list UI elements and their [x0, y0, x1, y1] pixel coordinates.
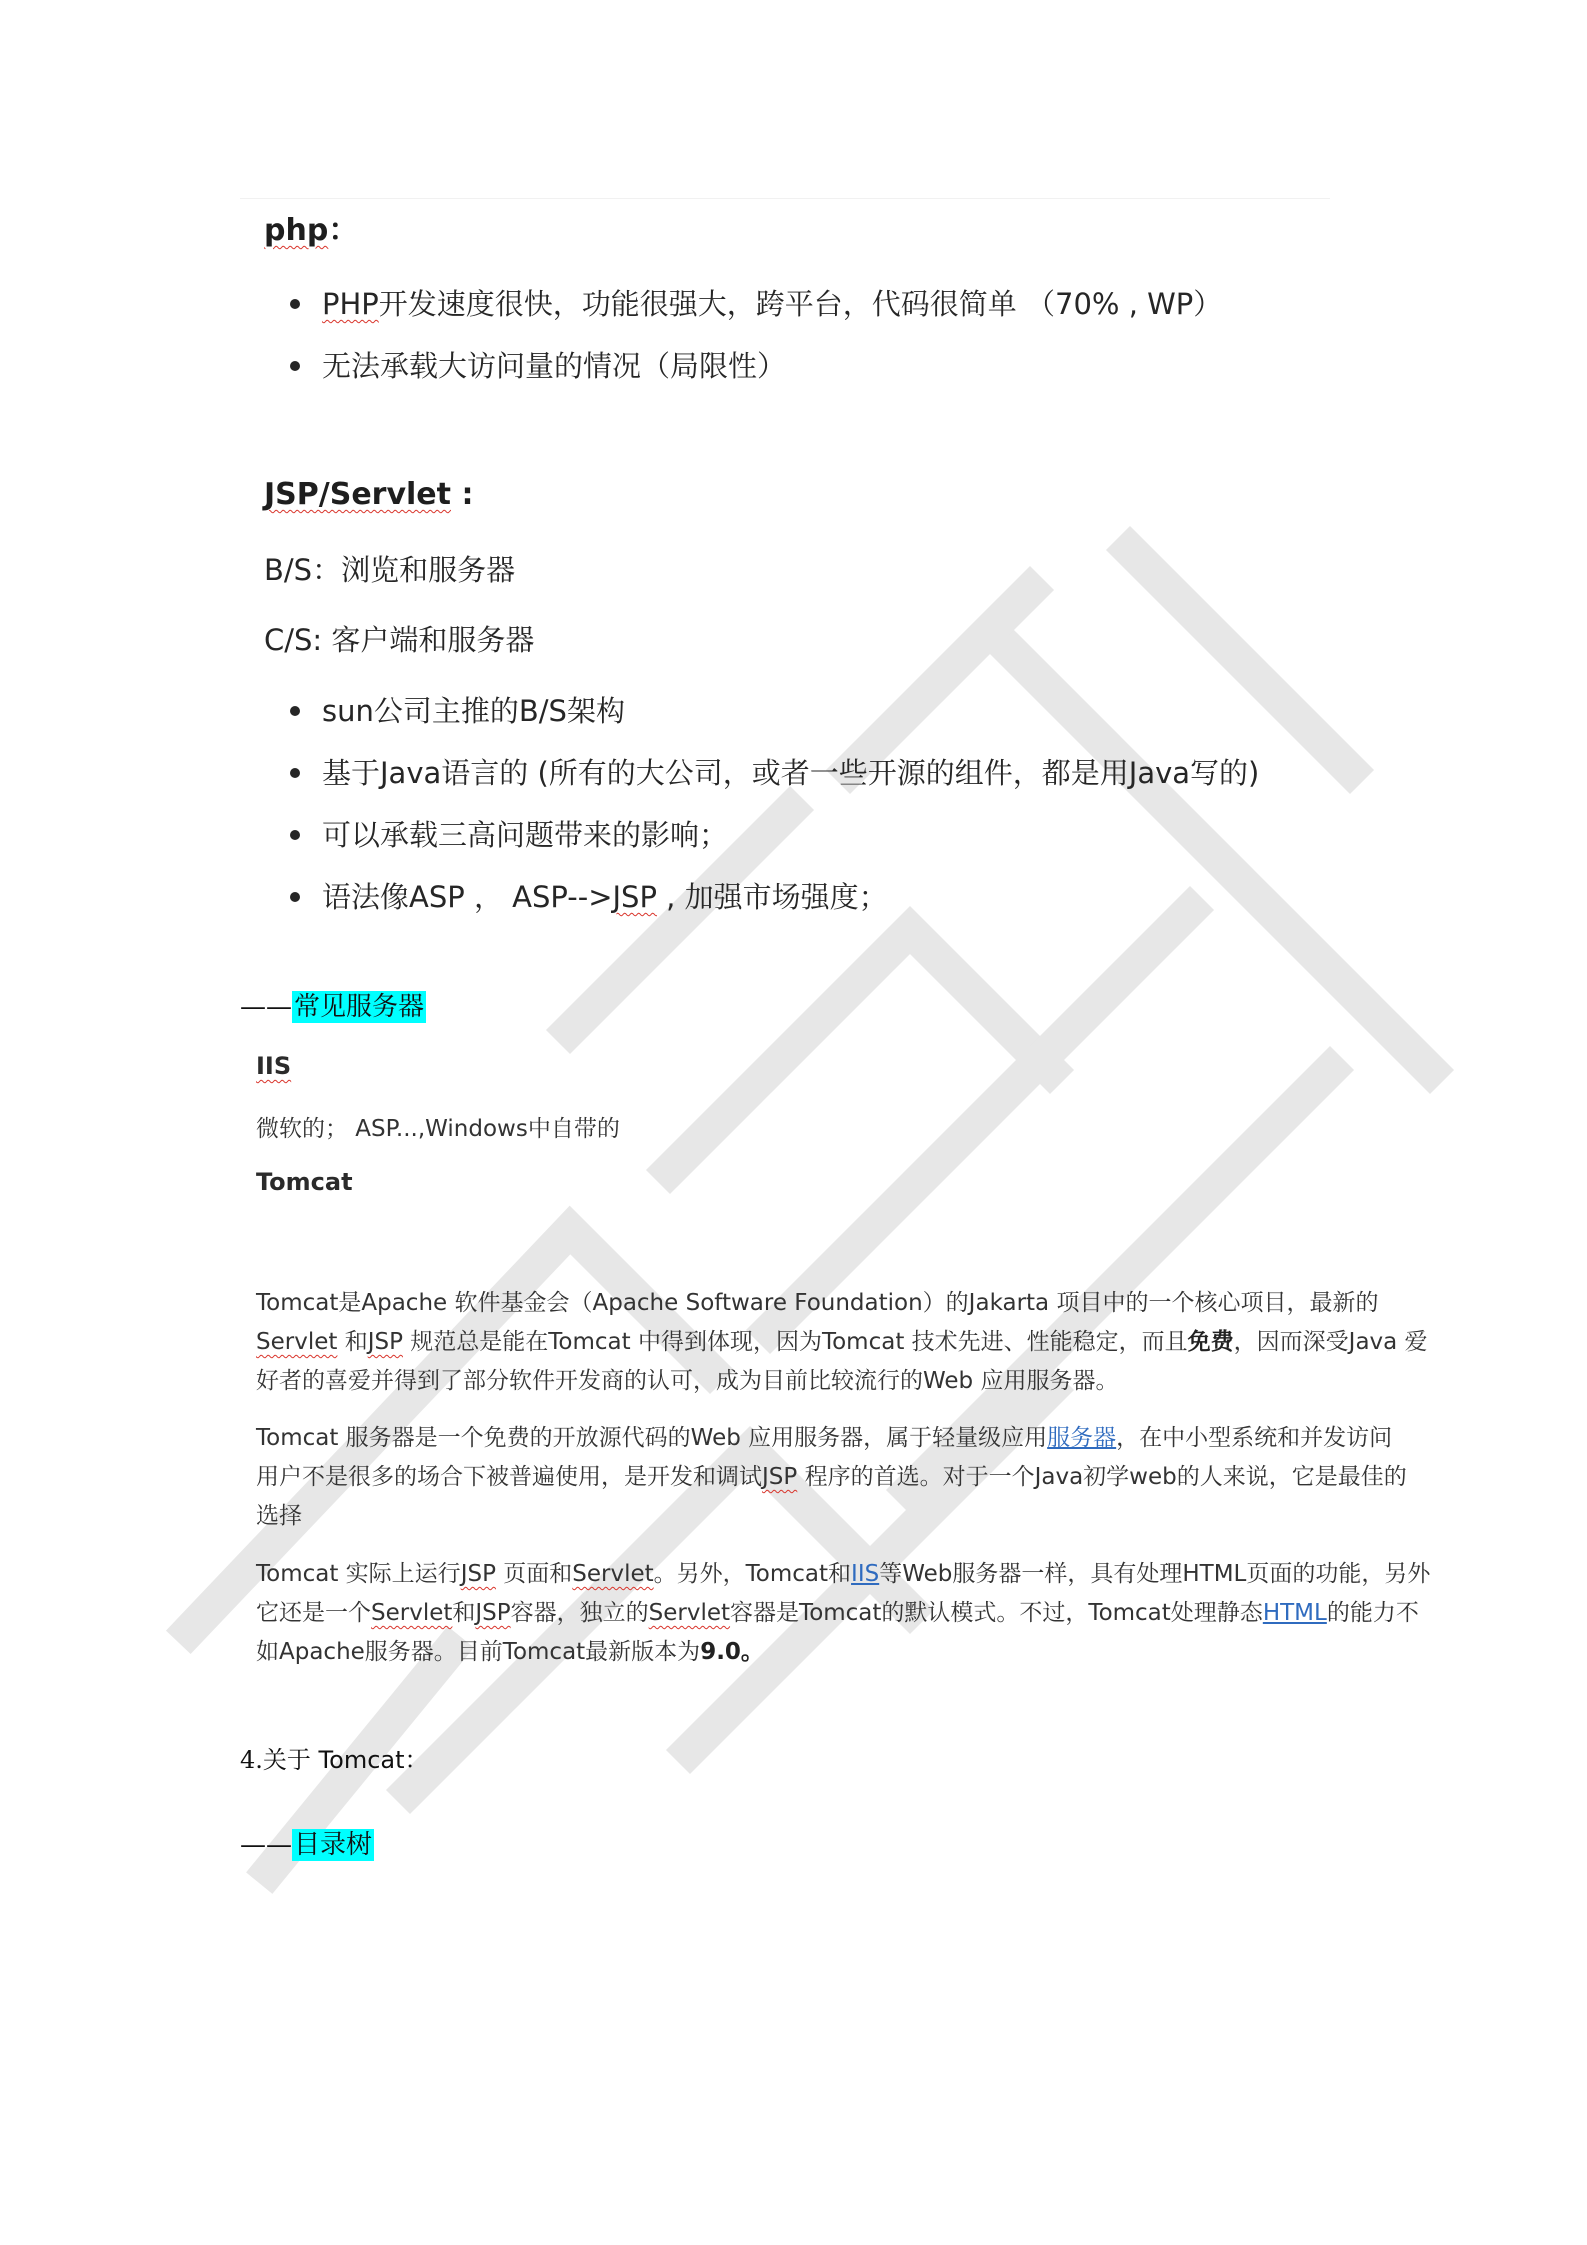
tomcat-paragraph-3: Tomcat 实际上运行JSP 页面和Servlet。另外，Tomcat和IIS等Web服务器一样，具有处理HTML页面的功能，另外 它还是一个Servlet和JSP容器，独立的Servlet容器是Tomcat的默认模式。不过，Tomcat处理静态HTML的能力不 如Apache服务器。目前Tomcat最新版本为9.0。	[256, 1561, 1431, 1665]
divider	[240, 198, 1330, 199]
php-list	[282, 273, 1222, 397]
jsp-heading: JSP/Servlet :	[264, 477, 474, 512]
list-item: PHP开发速度很快，功能很强大，跨平台，代码很简单 （70% , WP）	[282, 273, 1222, 335]
about-tomcat-heading: 4.关于 Tomcat：	[240, 1746, 429, 1774]
servers-title: ——常见服务器	[240, 992, 425, 1022]
list-item: 基于Java语言的 (所有的大公司，或者一些开源的组件，都是用Java写的)	[282, 742, 1259, 804]
cs-line: C/S: 客户端和服务器	[264, 623, 535, 657]
tomcat-paragraph-1: Tomcat是Apache 软件基金会（Apache Software Foundation）的Jakarta 项目中的一个核心项目，最新的 Servlet 和JSP 规范总是能在Tomcat 中得到体现，因为Tomcat 技术先进、性能稳定，而且免费，因而深受Java 爱 好者的喜爱并得到了部分软件开发商的认可，成为目前比较流行的Web 应用服务器。	[256, 1290, 1428, 1394]
list-item: sun公司主推的B/S架构	[282, 680, 1259, 742]
iis-link[interactable]: IIS	[851, 1561, 880, 1587]
iis-description: 微软的； ASP...,Windows中自带的	[256, 1116, 620, 1142]
directory-tree-title: ——目录树	[240, 1830, 373, 1860]
php-heading: php：	[264, 213, 359, 248]
list-item: 无法承载大访问量的情况（局限性）	[282, 335, 1222, 397]
bs-line: B/S：浏览和服务器	[264, 553, 516, 587]
html-link[interactable]: HTML	[1262, 1600, 1327, 1626]
iis-heading: IIS	[256, 1052, 292, 1080]
server-link[interactable]: 服务器	[1047, 1425, 1117, 1451]
list-item: 可以承载三高问题带来的影响；	[282, 804, 1259, 866]
tomcat-paragraph-2: Tomcat 服务器是一个免费的开放源代码的Web 应用服务器，属于轻量级应用服务器，在中小型系统和并发访问 用户不是很多的场合下被普遍使用，是开发和调试JSP 程序的首选。对于一个Java初学web的人来说，它是最佳的 选择	[256, 1425, 1407, 1529]
jsp-list	[282, 680, 1259, 928]
tomcat-heading: Tomcat	[256, 1168, 353, 1196]
list-item: 语法像ASP ， ASP-->JSP , 加强市场强度；	[282, 866, 1259, 928]
